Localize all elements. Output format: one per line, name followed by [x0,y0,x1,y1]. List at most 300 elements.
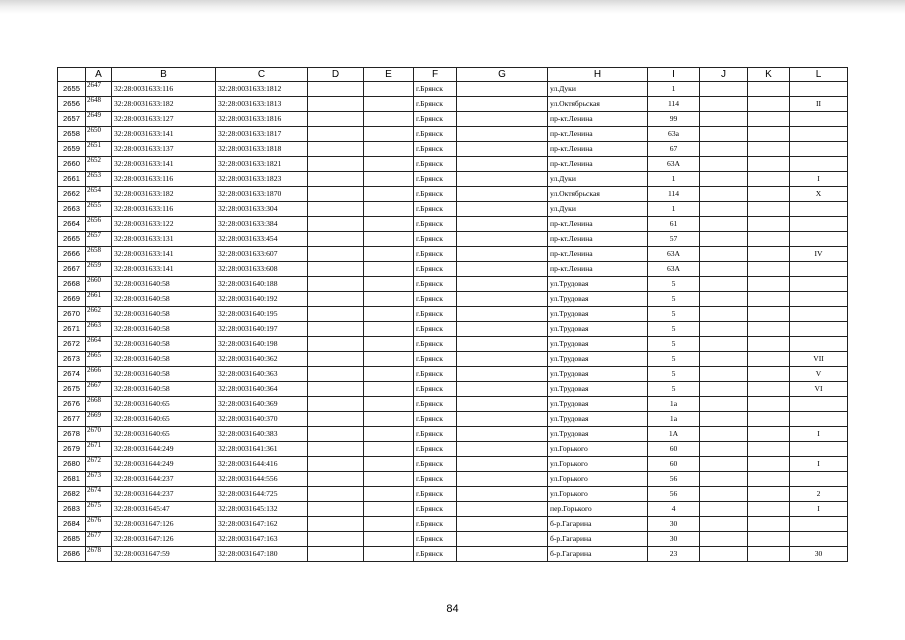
corner-cell [58,68,86,82]
cell-a-value: 2659 [87,261,101,269]
cell-h: ул.Дуки [548,82,648,97]
cell-l [790,322,848,337]
cell-j [700,247,748,262]
cell-d [308,457,364,472]
table-row [58,217,848,232]
cell-j [700,232,748,247]
cell-b: 32:28:0031633:182 [112,187,216,202]
cell-l [790,142,848,157]
cell-j [700,472,748,487]
cell-b: 32:28:0031640:58 [112,352,216,367]
cell-g [457,202,548,217]
table-row [58,457,848,472]
table-row [58,547,848,562]
table-row [58,487,848,502]
cell-f: г.Брянск [414,247,457,262]
table-row [58,532,848,547]
cell-f: г.Брянск [414,172,457,187]
cell-l: 2 [790,487,848,502]
cell-d [308,277,364,292]
cell-g [457,142,548,157]
cell-k [748,502,790,517]
cell-j [700,457,748,472]
cell-b: 32:28:0031633:141 [112,157,216,172]
cell-l [790,127,848,142]
cell-g [457,532,548,547]
cell-d [308,247,364,262]
row-number: 2678 [58,427,86,442]
cell-a-value: 2667 [87,381,101,389]
table-row [58,307,848,322]
cell-e [364,487,414,502]
table-row [58,97,848,112]
cell-i: 1 [648,82,700,97]
cell-c: 32:28:0031640:363 [216,367,308,382]
cell-e [364,232,414,247]
cell-a-value: 2670 [87,426,101,434]
cell-a [86,427,112,442]
cell-b: 32:28:0031640:58 [112,292,216,307]
cell-k [748,472,790,487]
cell-d [308,217,364,232]
cell-h: пр-кт.Ленина [548,232,648,247]
cell-k [748,217,790,232]
cell-e [364,337,414,352]
cell-i: 30 [648,517,700,532]
cell-d [308,187,364,202]
cell-k [748,187,790,202]
cell-i: 5 [648,277,700,292]
cell-l [790,307,848,322]
cell-b: 32:28:0031647:59 [112,547,216,562]
cell-g [457,412,548,427]
cell-b: 32:28:0031640:58 [112,367,216,382]
cell-k [748,547,790,562]
table-row [58,172,848,187]
row-number: 2656 [58,97,86,112]
cell-i: 63А [648,262,700,277]
cell-e [364,262,414,277]
cell-c: 32:28:0031640:192 [216,292,308,307]
row-number: 2671 [58,322,86,337]
cell-l [790,532,848,547]
cell-l [790,217,848,232]
column-header: I [648,68,700,82]
cell-h: пер.Горького [548,502,648,517]
cell-a [86,142,112,157]
row-number: 2685 [58,532,86,547]
cell-d [308,172,364,187]
cell-c: 32:28:0031640:195 [216,307,308,322]
cell-a-value: 2674 [87,486,101,494]
table-row [58,397,848,412]
cell-e [364,502,414,517]
cell-l: I [790,172,848,187]
cell-a [86,337,112,352]
cell-d [308,127,364,142]
cell-k [748,517,790,532]
cell-h: ул.Трудовая [548,322,648,337]
cell-b: 32:28:0031647:126 [112,532,216,547]
cell-i: 57 [648,232,700,247]
cell-g [457,427,548,442]
cell-a [86,262,112,277]
cell-j [700,502,748,517]
cell-a-value: 2654 [87,186,101,194]
cell-c: 32:28:0031645:132 [216,502,308,517]
cell-f: г.Брянск [414,427,457,442]
cell-g [457,322,548,337]
cell-a [86,367,112,382]
cell-c: 32:28:0031633:1817 [216,127,308,142]
cell-f: г.Брянск [414,262,457,277]
cell-h: ул.Горького [548,487,648,502]
cell-h: ул.Горького [548,442,648,457]
row-number: 2674 [58,367,86,382]
cell-e [364,292,414,307]
cell-a-value: 2655 [87,201,101,209]
row-number: 2660 [58,157,86,172]
cell-k [748,262,790,277]
column-header: A [86,68,112,82]
row-number: 2666 [58,247,86,262]
cell-a-value: 2677 [87,531,101,539]
cell-k [748,277,790,292]
cell-a-value: 2653 [87,171,101,179]
row-number: 2665 [58,232,86,247]
cell-d [308,97,364,112]
scan-edge-shading [0,0,905,14]
cell-h: ул.Горького [548,457,648,472]
cell-a [86,157,112,172]
table-row [58,427,848,442]
cell-f: г.Брянск [414,202,457,217]
table-row [58,82,848,97]
cell-i: 5 [648,352,700,367]
cell-e [364,172,414,187]
cell-h: ул.Трудовая [548,367,648,382]
cell-a [86,172,112,187]
cell-a [86,232,112,247]
cell-d [308,502,364,517]
cell-i: 30 [648,532,700,547]
cell-k [748,97,790,112]
cell-c: 32:28:0031633:608 [216,262,308,277]
table-row [58,292,848,307]
column-header: B [112,68,216,82]
cell-g [457,262,548,277]
cell-d [308,472,364,487]
cell-h: пр-кт.Ленина [548,157,648,172]
cell-e [364,112,414,127]
cell-c: 32:28:0031641:361 [216,442,308,457]
cell-b: 32:28:0031633:141 [112,127,216,142]
cell-f: г.Брянск [414,517,457,532]
cell-i: 61 [648,217,700,232]
cell-d [308,142,364,157]
cell-k [748,112,790,127]
cell-f: г.Брянск [414,82,457,97]
cell-e [364,532,414,547]
cell-j [700,172,748,187]
cell-b: 32:28:0031633:116 [112,172,216,187]
cell-l: VII [790,352,848,367]
cell-i: 1 [648,172,700,187]
cell-j [700,127,748,142]
cell-i: 60 [648,457,700,472]
cell-j [700,112,748,127]
table-row [58,412,848,427]
row-number: 2679 [58,442,86,457]
cell-c: 32:28:0031644:556 [216,472,308,487]
cell-d [308,352,364,367]
cell-k [748,412,790,427]
cell-e [364,217,414,232]
cell-g [457,127,548,142]
cell-f: г.Брянск [414,277,457,292]
table-row [58,322,848,337]
cell-i: 5 [648,382,700,397]
cell-k [748,202,790,217]
cell-j [700,142,748,157]
cell-a-value: 2666 [87,366,101,374]
cell-b: 32:28:0031633:141 [112,247,216,262]
cell-c: 32:28:0031633:607 [216,247,308,262]
cell-c: 32:28:0031647:162 [216,517,308,532]
cell-h: ул.Трудовая [548,382,648,397]
cell-h: ул.Дуки [548,202,648,217]
cell-l [790,277,848,292]
cell-i: 99 [648,112,700,127]
cell-i: 1а [648,412,700,427]
row-number: 2659 [58,142,86,157]
cell-g [457,232,548,247]
cell-g [457,217,548,232]
cell-d [308,322,364,337]
cell-b: 32:28:0031640:58 [112,337,216,352]
cell-d [308,427,364,442]
cell-l: VI [790,382,848,397]
cell-a-value: 2669 [87,411,101,419]
cell-d [308,82,364,97]
cell-b: 32:28:0031640:58 [112,277,216,292]
row-number: 2673 [58,352,86,367]
cell-a-value: 2673 [87,471,101,479]
table-row [58,517,848,532]
cell-g [457,442,548,457]
cell-l [790,517,848,532]
table-row [58,352,848,367]
cell-a-value: 2678 [87,546,101,554]
cell-k [748,127,790,142]
cell-c: 32:28:0031644:416 [216,457,308,472]
cell-h: ул.Дуки [548,172,648,187]
column-header: D [308,68,364,82]
spreadsheet-table [57,67,848,562]
cell-f: г.Брянск [414,367,457,382]
cell-e [364,247,414,262]
cell-f: г.Брянск [414,292,457,307]
cell-a [86,397,112,412]
cell-g [457,457,548,472]
cell-e [364,457,414,472]
cell-l [790,202,848,217]
cell-c: 32:28:0031640:369 [216,397,308,412]
cell-g [457,367,548,382]
cell-i: 1а [648,397,700,412]
cell-f: г.Брянск [414,412,457,427]
cell-h: ул.Трудовая [548,352,648,367]
cell-e [364,127,414,142]
row-number: 2655 [58,82,86,97]
cell-a [86,97,112,112]
cell-a-value: 2648 [87,96,101,104]
cell-c: 32:28:0031640:383 [216,427,308,442]
cell-h: ул.Трудовая [548,427,648,442]
cell-k [748,157,790,172]
cell-c: 32:28:0031633:1870 [216,187,308,202]
column-header-row [58,68,848,82]
cell-i: 63а [648,127,700,142]
cell-k [748,247,790,262]
cell-f: г.Брянск [414,457,457,472]
table-row [58,112,848,127]
cell-j [700,187,748,202]
cell-a-value: 2665 [87,351,101,359]
cell-a-value: 2676 [87,516,101,524]
cell-c: 32:28:0031640:370 [216,412,308,427]
cell-a [86,502,112,517]
cell-e [364,412,414,427]
cell-h: ул.Трудовая [548,412,648,427]
column-header: H [548,68,648,82]
cell-j [700,262,748,277]
cell-f: г.Брянск [414,352,457,367]
cell-k [748,322,790,337]
cell-i: 63А [648,247,700,262]
cell-j [700,97,748,112]
cell-k [748,292,790,307]
column-header: J [700,68,748,82]
cell-h: пр-кт.Ленина [548,217,648,232]
cell-e [364,367,414,382]
cell-e [364,517,414,532]
cell-b: 32:28:0031633:182 [112,97,216,112]
column-header: C [216,68,308,82]
column-header: G [457,68,548,82]
cell-j [700,487,748,502]
cell-i: 5 [648,337,700,352]
table-row [58,277,848,292]
column-header: L [790,68,848,82]
cell-a [86,217,112,232]
cell-f: г.Брянск [414,397,457,412]
cell-g [457,472,548,487]
cell-f: г.Брянск [414,157,457,172]
cell-j [700,352,748,367]
cell-a [86,202,112,217]
cell-i: 5 [648,322,700,337]
cell-d [308,292,364,307]
cell-e [364,382,414,397]
cell-e [364,277,414,292]
cell-a [86,82,112,97]
row-number: 2658 [58,127,86,142]
cell-b: 32:28:0031640:65 [112,397,216,412]
cell-j [700,427,748,442]
cell-l: 30 [790,547,848,562]
row-number: 2670 [58,307,86,322]
cell-d [308,442,364,457]
cell-l [790,442,848,457]
cell-a [86,532,112,547]
cell-b: 32:28:0031633:116 [112,82,216,97]
cell-l [790,397,848,412]
cell-i: 1А [648,427,700,442]
cell-a-value: 2668 [87,396,101,404]
cell-c: 32:28:0031633:1816 [216,112,308,127]
cell-l: I [790,427,848,442]
cell-e [364,82,414,97]
cell-e [364,442,414,457]
cell-c: 32:28:0031633:1818 [216,142,308,157]
cell-a-value: 2664 [87,336,101,344]
cell-g [457,337,548,352]
cell-c: 32:28:0031633:304 [216,202,308,217]
cell-d [308,112,364,127]
cell-f: г.Брянск [414,97,457,112]
table-row [58,472,848,487]
cell-b: 32:28:0031633:127 [112,112,216,127]
row-number: 2681 [58,472,86,487]
cell-k [748,367,790,382]
cell-d [308,157,364,172]
cell-i: 1 [648,202,700,217]
cell-a-value: 2651 [87,141,101,149]
cell-a-value: 2656 [87,216,101,224]
cell-b: 32:28:0031644:249 [112,457,216,472]
cell-a-value: 2652 [87,156,101,164]
cell-l: I [790,457,848,472]
cell-h: б-р.Гагарина [548,517,648,532]
row-number: 2664 [58,217,86,232]
cell-h: ул.Трудовая [548,307,648,322]
table-row [58,262,848,277]
cell-l [790,232,848,247]
cell-i: 114 [648,187,700,202]
cell-b: 32:28:0031644:249 [112,442,216,457]
table-row [58,502,848,517]
cell-a [86,547,112,562]
cell-d [308,232,364,247]
cell-b: 32:28:0031640:58 [112,382,216,397]
cell-f: г.Брянск [414,532,457,547]
cell-a-value: 2647 [87,81,101,89]
cell-h: б-р.Гагарина [548,547,648,562]
table-row [58,127,848,142]
cell-a [86,292,112,307]
cell-f: г.Брянск [414,112,457,127]
cell-c: 32:28:0031633:384 [216,217,308,232]
cell-j [700,442,748,457]
cell-f: г.Брянск [414,142,457,157]
cell-g [457,172,548,187]
cell-f: г.Брянск [414,487,457,502]
cell-b: 32:28:0031645:47 [112,502,216,517]
cell-a [86,247,112,262]
cell-j [700,337,748,352]
cell-i: 56 [648,472,700,487]
